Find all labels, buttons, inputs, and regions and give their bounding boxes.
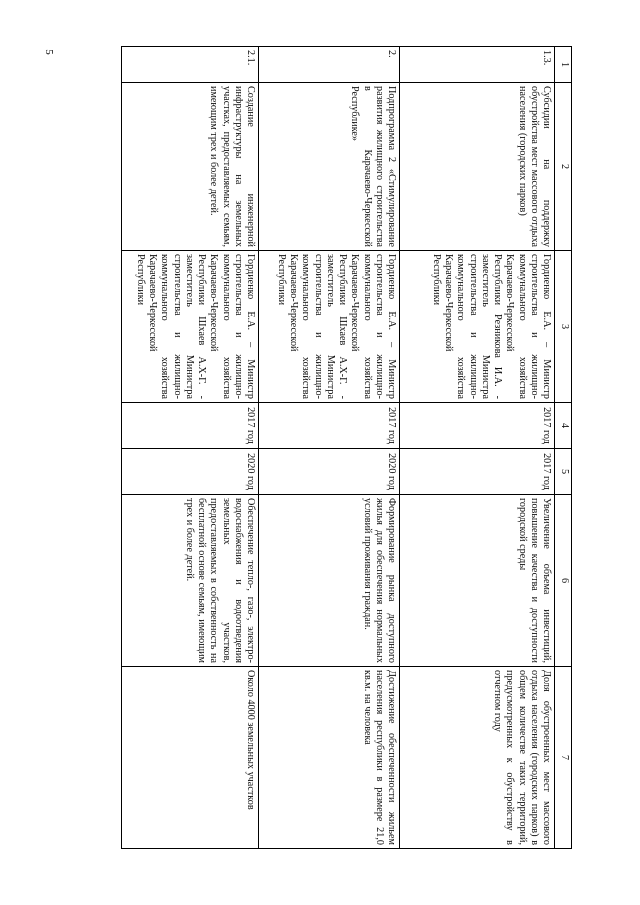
- start-year: 2017 год: [122, 403, 259, 449]
- responsible: Гордиенко Е.А. – Министр строительства и жилищно-коммунального хозяйства Карачаево-Черкесской Республики Шхаев А.Х-Г. - заместитель Министра строительства и жилищно-коммунального хозяйства Карачаево-Черкесской Республики: [122, 251, 259, 403]
- row-number: 1.3.: [400, 47, 555, 83]
- measure-name: Подпрограмма 2 «Стимулирование развития жилищного строительства в Карачаево-Черкесской Республике»: [259, 83, 400, 251]
- column-header: 6: [555, 495, 572, 667]
- column-header: 5: [555, 449, 572, 495]
- indicator: Доля обустроенных мест массового отдыха населения (городских парков) в общем количестве таких территорий, предусмотренных к обустройству в отчетном году: [400, 667, 555, 849]
- responsible: Гордиенко Е.А. – Министр строительства и жилищно-коммунального хозяйства Карачаево-Черкесской Республики Шхаев А.Х-Г. - заместитель Министра строительства и жилищно-коммунального хозяйства Карачаево-Черкесской Республики: [259, 251, 400, 403]
- end-year: 2017 год: [400, 449, 555, 495]
- expected-result: Обеспечение тепло-, газо-, электро- водоснабжения и водоотведения земельных участков, предоставляемых в собственность на бесплатной основе семьям, имеющим трех и более детей.: [122, 495, 259, 667]
- header-row: [555, 47, 572, 849]
- table-row: [259, 47, 400, 849]
- start-year: 2017 год: [259, 403, 400, 449]
- program-table: [121, 46, 572, 849]
- column-header: 2: [555, 83, 572, 251]
- end-year: 2020 год: [259, 449, 400, 495]
- row-number: 2.: [259, 47, 400, 83]
- responsible: Гордиенко Е.А. – Министр строительства и жилищно-коммунального хозяйства Карачаево-Черкесской Республики Резникова И.А. - заместитель Министра строительства и жилищно-коммунального хозяйства Карачаево-Черкесской Республики: [400, 251, 555, 403]
- page-number: 5: [42, 49, 55, 55]
- start-year: 2017 год: [400, 403, 555, 449]
- measure-name: Субсидии на поддержку обустройства мест массового отдыха населения (городских парков): [400, 83, 555, 251]
- expected-result: Увеличение объема инвестиций, повышение качества и доступности городской среды: [400, 495, 555, 667]
- end-year: 2020 год: [122, 449, 259, 495]
- row-number: 2.1.: [122, 47, 259, 83]
- column-header: 3: [555, 251, 572, 403]
- table-row: [400, 47, 555, 849]
- indicator: Достижение обеспеченности жильем населения республики в размере 21,0 кв.м. на человека: [259, 667, 400, 849]
- indicator: Около 4000 земельных участков: [122, 667, 259, 849]
- column-header: 7: [555, 667, 572, 849]
- measure-name: Создание инженерной инфраструктуры на земельных участках, предоставляемых семьям, имеющим трех и более детей.: [122, 83, 259, 251]
- table-row: [122, 47, 259, 849]
- column-header: 1: [555, 47, 572, 83]
- expected-result: Формирование рынка доступного жилья для обеспечения нормальных условий проживания граждан.: [259, 495, 400, 667]
- column-header: 4: [555, 403, 572, 449]
